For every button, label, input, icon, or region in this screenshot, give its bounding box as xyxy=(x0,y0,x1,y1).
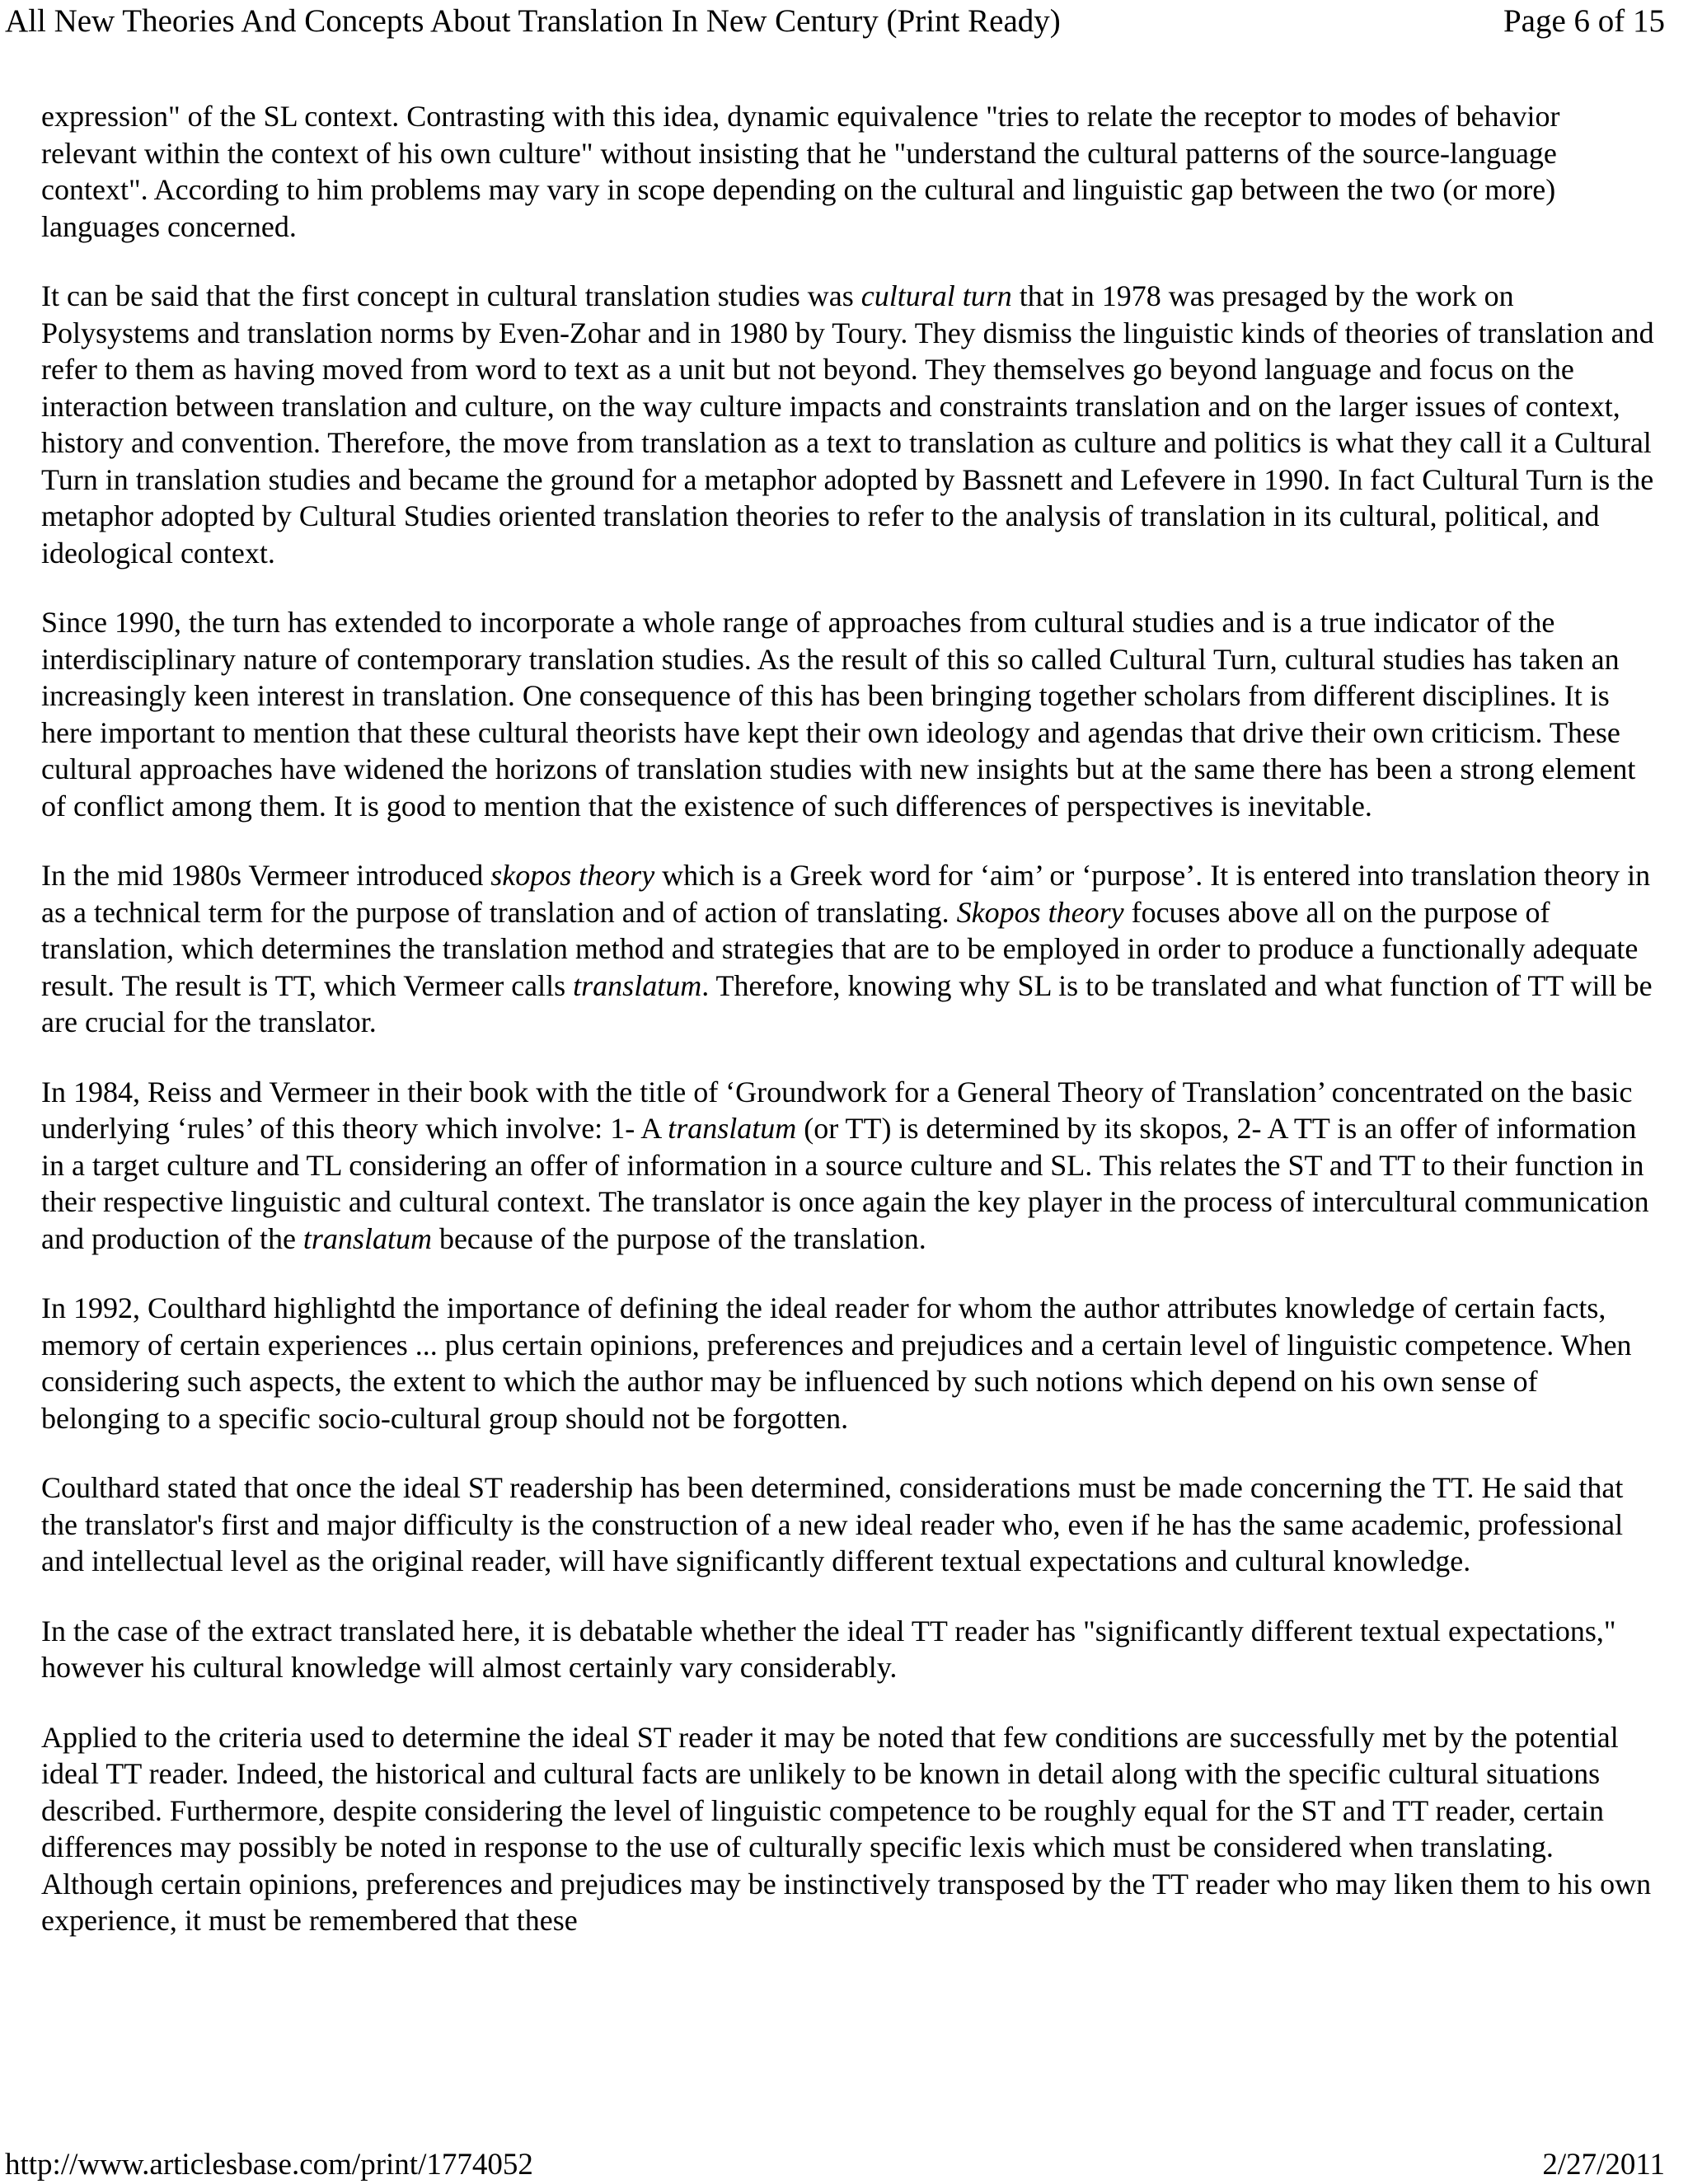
article-paragraph xyxy=(41,604,1662,824)
article-paragraph xyxy=(41,1613,1662,1686)
article-paragraph xyxy=(41,857,1662,1041)
italic-term: translatum xyxy=(302,1221,432,1255)
paragraph-text: Coulthard stated that once the ideal ST readership has been determined, considerations must be made concerning the TT. He said that the translator's first and major difficulty is the construction of a new ideal reader who, even if he has the same academic, professional and intellectual level as the original reader, will have significantly different textual expectations and cultural knowledge. xyxy=(41,1471,1624,1577)
italic-term: translatum xyxy=(668,1112,797,1145)
paragraph-text: expression" of the SL context. Contrasting with this idea, dynamic equivalence "tries to relate the receptor to modes of behavior relevant within the context of his own culture" without insisting that he "understand the cultural patterns of the source-language context". According to him problems may vary in scope depending on the cultural and linguistic gap between the two (or more) languages concerned. xyxy=(41,100,1560,243)
paragraph-text: It can be said that the first concept in cultural translation studies was xyxy=(41,279,861,312)
paragraph-text: In 1984, Reiss and Vermeer in their book with the title of ‘Groundwork for a General Theory of Translation’ concentrated on the basic underlying ‘rules’ of this theory which involve: 1- A xyxy=(41,1075,1633,1145)
paragraph-text: In the case of the extract translated here, it is debatable whether the ideal TT reader has "significantly different textual expectations," however his cultural knowledge will almost certainly vary considerably. xyxy=(41,1614,1616,1684)
article-paragraph xyxy=(41,98,1662,245)
paragraph-text: Applied to the criteria used to determine the ideal ST reader it may be noted that few conditions are successfully met by the potential ideal TT reader. Indeed, the historical and cultural facts are unlikely to be known in detail along with the specific cultural situations described. Furthermore, despite considering the level of linguistic competence to be roughly equal for the ST and TT reader, certain differences may possibly be noted in response to the use of culturally specific lexis which must be considered when translating. Although certain opinions, preferences and prejudices may be instinctively transposed by the TT reader who may liken them to his own experience, it must be remembered that these xyxy=(41,1720,1652,1937)
paragraph-text: In the mid 1980s Vermeer introduced xyxy=(41,859,491,892)
italic-term: skopos theory xyxy=(490,859,655,892)
article-paragraph xyxy=(41,1719,1662,1939)
article-body xyxy=(41,98,1662,1972)
italic-term: translatum xyxy=(573,968,702,1002)
paragraph-text: Since 1990, the turn has extended to incorporate a whole range of approaches from cultural studies and is a true indicator of the interdisciplinary nature of contemporary translation studies. As the result of this so called Cultural Turn, cultural studies has taken an increasingly keen interest in translation. One consequence of this has been bringing together scholars from different disciplines. It is here important to mention that these cultural theorists have kept their own ideology and agendas that drive their own criticism. These cultural approaches have widened the horizons of translation studies with new insights but at the same there has been a strong element of conflict among them. It is good to mention that the existence of such differences of perspectives is inevitable. xyxy=(41,606,1636,823)
footer-url: http://www.articlesbase.com/print/1774052 xyxy=(5,2148,533,2182)
article-paragraph xyxy=(41,1469,1662,1580)
paragraph-text: . Therefore, knowing why SL is to be translated and what function of TT will be are crucial for the translator. xyxy=(41,968,1653,1038)
italic-term: cultural turn xyxy=(860,279,1012,312)
paragraph-text: focuses above all on the purpose of translation, which determines the translation method and strategies that are to be employed in order to produce a functionally adequate result. The result is TT, which Vermeer calls xyxy=(41,895,1639,1002)
paragraph-text: that in 1978 was presaged by the work on Polysystems and translation norms by Even-Zohar and in 1980 by Toury. They dismiss the linguistic kinds of theories of translation and refer to them as having moved from word to text as a unit but not beyond. They themselves go beyond language and focus on the interaction between translation and culture, on the way culture impacts and constraints translation and on the larger issues of context, history and convention. Therefore, the move from translation as a text to translation as culture and politics is what they call it a Cultural Turn in translation studies and became the ground for a metaphor adopted by Bassnett and Lefevere in 1990. In fact Cultural Turn is the metaphor adopted by Cultural Studies oriented translation theories to refer to the analysis of translation in its cultural, political, and ideological context. xyxy=(41,279,1654,569)
paragraph-text: In 1992, Coulthard highlightd the importance of defining the ideal reader for whom the author attributes knowledge of certain facts, memory of certain experiences ... plus certain opinions, preferences and prejudices and a certain level of linguistic competence. When considering such aspects, the extent to which the author may be influenced by such notions which depend on his own sense of belonging to a specific socio-cultural group should not be forgotten. xyxy=(41,1291,1632,1435)
article-paragraph xyxy=(41,1290,1662,1436)
article-paragraph xyxy=(41,1074,1662,1258)
article-paragraph xyxy=(41,278,1662,571)
page-header-title: All New Theories And Concepts About Translation In New Century (Print Ready) xyxy=(5,3,1061,39)
italic-term: Skopos theory xyxy=(956,895,1124,929)
paragraph-text: (or TT) is determined by its skopos, 2- A TT is an offer of information in a target culture and TL considering an offer of information in a source culture and SL. This relates the ST and TT to their function in their respective linguistic and cultural context. The translator is once again the key player in the process of intercultural communication and production of the xyxy=(41,1112,1649,1255)
footer-date: 2/27/2011 xyxy=(1542,2148,1665,2182)
paragraph-text: because of the purpose of the translation. xyxy=(431,1221,926,1255)
page-number: Page 6 of 15 xyxy=(1503,3,1665,39)
paragraph-text: which is a Greek word for ‘aim’ or ‘purpose’. It is entered into translation theory in as a technical term for the purpose of translation and of action of translating. xyxy=(41,859,1651,929)
